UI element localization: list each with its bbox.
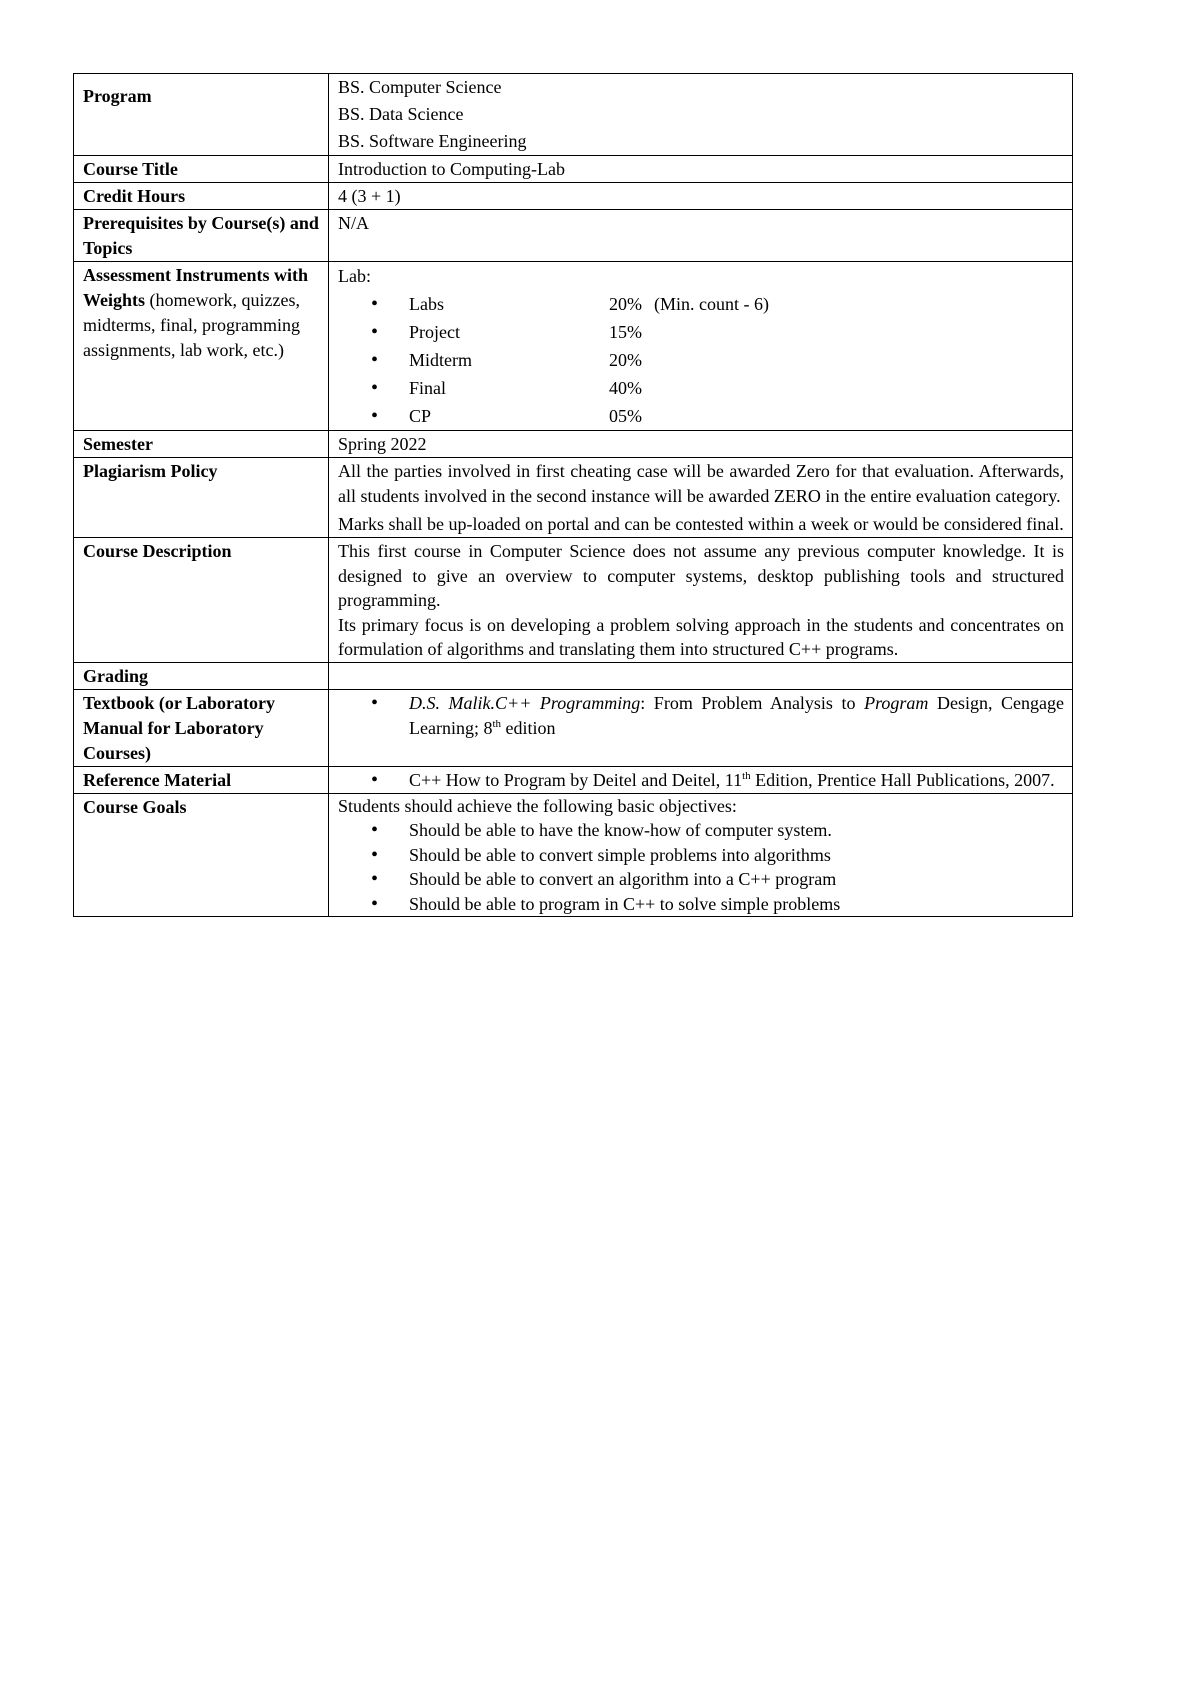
row-textbook	[74, 689, 1073, 766]
description-label: Course Description	[74, 538, 329, 663]
assessment-item-name: Midterm	[409, 350, 472, 370]
prerequisites-label: Prerequisites by Course(s) and Topics	[74, 210, 329, 262]
course-outline-table	[73, 73, 1073, 917]
description-paragraph-2: Its primary focus is on developing a problem solving approach in the students and concentrates on formulation of algorithms and translating them into structured C++ programs.	[338, 614, 1064, 659]
grading-label: Grading	[74, 662, 329, 689]
semester-value: Spring 2022	[329, 431, 1073, 458]
assessment-label-bold: Assessment Instruments with Weights	[83, 265, 309, 310]
row-credit-hours	[74, 183, 1073, 210]
goal-item: • Should be able to have the know-how of computer system.	[409, 818, 1064, 843]
textbook-italic-word: Program	[864, 692, 929, 713]
assessment-item-name: Labs	[409, 294, 444, 314]
row-semester	[74, 431, 1073, 458]
course-description	[329, 538, 1073, 663]
plagiarism-paragraph-1: All the parties involved in first cheating case will be awarded Zero for that evaluation. Afterwards, all students involved in the second instance will be awarded ZERO in the entire evaluation category.	[338, 461, 1064, 506]
row-course-title	[74, 156, 1073, 183]
row-reference	[74, 766, 1073, 793]
reference-value	[329, 766, 1073, 793]
textbook-value	[329, 689, 1073, 766]
row-description	[74, 538, 1073, 663]
assessment-item-name: Project	[409, 322, 460, 342]
goals-list	[338, 818, 1064, 916]
assessment-item-weight: 20%	[609, 294, 642, 314]
assessment-label	[74, 262, 329, 431]
reference-label: Reference Material	[74, 766, 329, 793]
row-grading	[74, 662, 1073, 689]
plagiarism-label: Plagiarism Policy	[74, 458, 329, 538]
goal-item: • Should be able to program in C++ to solve simple problems	[409, 892, 1064, 917]
textbook-item	[409, 691, 1064, 741]
assessment-heading: Lab:	[338, 266, 371, 286]
credit-hours-value: 4 (3 + 1)	[329, 183, 1073, 210]
program-value-3: BS. Software Engineering	[338, 131, 527, 151]
program-value-2: BS. Data Science	[338, 104, 464, 124]
textbook-label	[74, 689, 329, 766]
plagiarism-policy	[329, 458, 1073, 538]
course-goals	[329, 793, 1073, 917]
textbook-label-manual: Laboratory Manual	[83, 692, 276, 738]
goals-label: Course Goals	[74, 793, 329, 917]
program-label: Program	[74, 74, 329, 156]
textbook-author-title: D.S. Malik.C++ Programming	[409, 692, 641, 713]
program-value-1: BS. Computer Science	[338, 77, 502, 97]
textbook-edition-tail: edition	[501, 717, 556, 738]
row-prerequisites	[74, 210, 1073, 262]
assessment-item	[409, 290, 1064, 318]
assessment-item-name: CP	[409, 406, 432, 426]
description-paragraph-1: This first course in Computer Science does not assume any previous computer knowledge. It is designed to give an overview to computer systems, desktop publishing tools and structured programming.	[338, 541, 1064, 610]
assessment-item	[409, 374, 1064, 402]
assessment-item-weight: 05%	[609, 406, 642, 426]
grading-value	[329, 662, 1073, 689]
goal-item: • Should be able to convert an algorithm into a C++ program	[409, 867, 1064, 892]
textbook-label-bold: Textbook	[83, 692, 155, 713]
reference-text: C++ How to Program by Deitel and Deitel, 11	[409, 769, 743, 790]
credit-hours-label: Credit Hours	[74, 183, 329, 210]
assessment-item-weight: 20%	[609, 350, 642, 370]
textbook-subtitle: : From Problem Analysis to	[640, 692, 865, 713]
semester-label: Semester	[74, 431, 329, 458]
assessment-item-name: Final	[409, 378, 447, 398]
textbook-label-tail: for Laboratory Courses)	[83, 717, 264, 763]
assessment-item	[409, 346, 1064, 374]
assessment-item-weight: 40%	[609, 378, 642, 398]
assessment-weights	[329, 262, 1073, 431]
reference-sup: th	[742, 769, 751, 782]
goals-intro: Students should achieve the following basic objectives:	[338, 795, 737, 816]
textbook-publisher: Design, Cengage Learning; 8	[409, 692, 1065, 738]
course-title-value: Introduction to Computing-Lab	[329, 156, 1073, 183]
row-program	[74, 74, 1073, 156]
plagiarism-paragraph-2: Marks shall be up-loaded on portal and can be contested within a week or would be considered final.	[338, 514, 1064, 534]
assessment-label-detail: (homework, quizzes, midterms, final, programming assignments, lab work, etc.)	[83, 290, 300, 360]
row-plagiarism	[74, 458, 1073, 538]
row-assessment	[74, 262, 1073, 431]
reference-item	[409, 768, 1064, 793]
assessment-list	[338, 290, 1064, 430]
textbook-label-plain: (or	[154, 692, 187, 713]
assessment-item	[409, 402, 1064, 430]
course-title-label: Course Title	[74, 156, 329, 183]
reference-tail: Edition, Prentice Hall Publications, 2007.	[750, 769, 1055, 790]
assessment-item-weight: 15%	[609, 322, 642, 342]
assessment-item	[409, 318, 1064, 346]
row-goals	[74, 793, 1073, 917]
textbook-edition-sup: th	[492, 717, 502, 730]
prerequisites-value: N/A	[329, 210, 1073, 262]
textbook-list	[338, 691, 1064, 741]
reference-list	[338, 768, 1064, 793]
program-values	[329, 74, 1073, 156]
assessment-item-note: (Min. count - 6)	[654, 294, 769, 314]
goal-item: • Should be able to convert simple problems into algorithms	[409, 843, 1064, 868]
